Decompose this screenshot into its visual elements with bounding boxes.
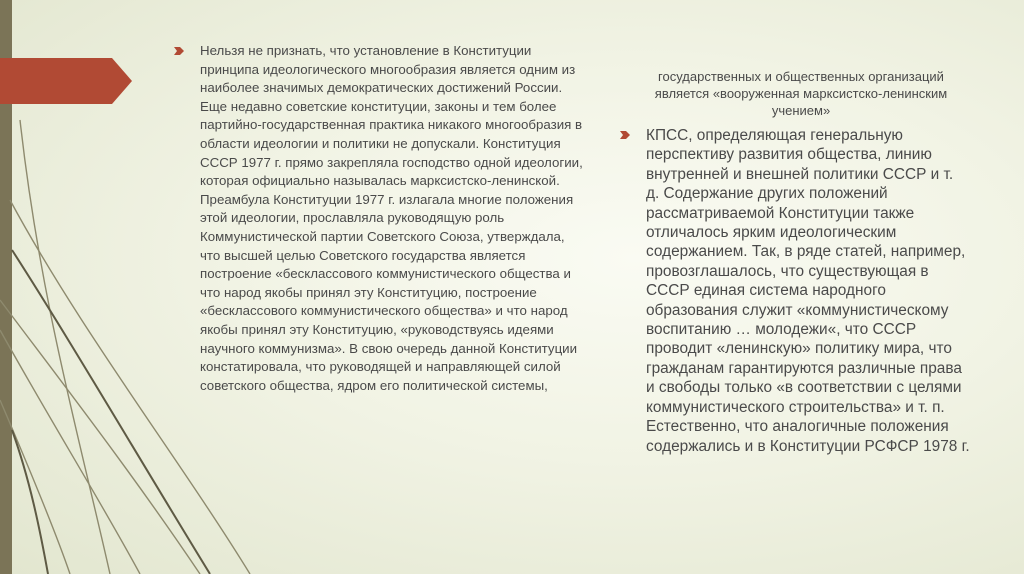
- left-paragraph: [200, 42, 584, 395]
- arrow-bullet-icon: [620, 131, 630, 139]
- right-paragraph-text: КПСС, определяющая генеральную перспективу развития общества, линию внутренней и внешней политики СССР и т. д. Содержание других положений рассматриваемой Конституции также отличалось ярким идеологическим содержанием. Так, в ряде статей, например, провозглашалось, что существующая в СССР единая система народного образования служит «коммунистическому воспитанию … молодежи«, что СССР проводит «ленинскую» политику мира, что гражданам гарантируются различные права и свободы только «в соответствии с целями коммунистического строительства» и т. п. Естественно, что аналогичные положения содержались и в Конституции РСФСР 1978 г.: [646, 127, 970, 455]
- arrow-bullet-icon: [174, 47, 184, 55]
- right-text-column: [620, 126, 970, 456]
- left-text-column: [174, 42, 584, 395]
- right-continuation-text: государственных и общественных организаций является «вооруженная марксистско-ленинским учением»: [654, 69, 948, 118]
- right-paragraph: [646, 126, 970, 456]
- title-accent-tab: [0, 58, 132, 104]
- left-paragraph-text: Нельзя не признать, что установление в Конституции принципа идеологического многообразия является одним из наиболее значимых демократических достижений России. Еще недавно советские конституции, законы и тем более партийно-государственная практика никакого многообразия в области идеологии и политики не допускали. Конституция СССР 1977 г. прямо закрепляла господство одной идеологии, которая официально называлась марксистско-ленинской. Преамбула Конституции 1977 г. излагала многие положения этой идеологии, прославляла руководящую роль Коммунистической партии Советского Союза, утверждала, что высшей целью Советского государства является построение «бесклассового коммунистического общества и что народ якобы принял эту Конституцию, построение «бесклассового коммунистического общества» и что народ якобы принял эту Конституцию, «руководствуясь идеями научного коммунизма». В свою очередь данной Конституции констатировала, что руководящей и направляющей силой советского общества, ядром его политической системы,: [200, 43, 583, 393]
